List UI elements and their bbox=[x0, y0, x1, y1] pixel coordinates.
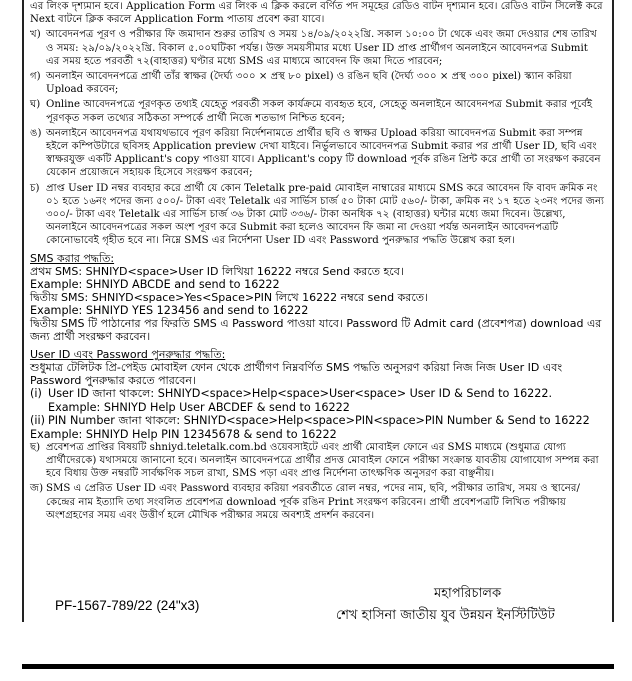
paragraph-gha bbox=[30, 98, 604, 124]
sms-example: Example: SHNIYD ABCDE and send to 16222 bbox=[30, 278, 280, 292]
paragraph-marker: ঘ) bbox=[30, 99, 41, 111]
paragraph-text: অনলাইন আবেদনপত্রে প্রার্থী তাঁর স্বাক্ষর (দৈর্ঘ্য ৩০০ × প্রস্থ ৮০ pixel) ও রঙিন ছবি (দৈর্ঘ্য ৩০০ × প্রস্থ ৩০০ pixel) স্ক্যান করিয়া Upload করবেন; bbox=[46, 71, 572, 96]
left-border bbox=[22, 0, 24, 622]
recovery-example: Example: SHNIYD Help PIN 12345678 & send to 16222 bbox=[30, 427, 337, 441]
paragraph-marker: গ) bbox=[30, 71, 41, 83]
paragraph-umo bbox=[30, 127, 604, 180]
right-border bbox=[612, 0, 614, 622]
paragraph-text: প্রাপ্ত User ID নম্বর ব্যবহার করে প্রার্থী যে কোন Teletalk pre-paid মোবাইল নাম্বারের মাধ্যমে SMS করে আবেদন ফি বাবদ ক্রমিক নং ০১ হতে ১৬নং পদের জন্য ৫০০/- টাকা এবং Teletalk এর সার্ভিস চার্জ ৫০ টাকা মোট ৫৬০/- টাকা, ক্রমিক নং ১৭ হতে ২৩নং পদের জন্য ৩০০/- টাকা এবং Teletalk এর সার্ভিস চার্জ ৩৬ টাকা মোট ৩৩৬/- টাকা অনধিক ৭২ (বাহাত্তর) ঘন্টার মধ্যে জমা দিবেন। উল্লেখ্য, অনলাইনে আবেদনপত্রের সকল অংশ পূরণ করে Submit করা হলেও আবেদন ফি জমা না দেওয়া পর্যন্ত অনলাইন আবেদনপত্রটি কোনোভাবেই গৃহীত হবে না। নিম্নে SMS এর নির্দেশনা User ID এবং Password পুনরুদ্ধার পদ্ধতি উল্লেখ করা হল। bbox=[46, 182, 605, 247]
reference-number: PF-1567-789/22 (24"x3) bbox=[55, 598, 200, 613]
sms-heading: SMS করার পদ্ধতি: bbox=[30, 251, 115, 265]
recovery-section bbox=[30, 348, 604, 441]
recovery-heading: User ID এবং Password পুনরুদ্ধার পদ্ধতি: bbox=[30, 347, 226, 361]
paragraph-text: SMS এ প্রেরিত User ID এবং Password ব্যবহার করিয়া পরবর্তীতে রোল নম্বর, পদের নাম, ছবি, পরীক্ষার তারিখ, সময় ও স্থানের/কেন্দ্রের নাম ইত্যাদি তথ্য সংবলিত প্রবেশপত্র download পূর্বক রঙিন Print সংরক্ষণ করিবেন। প্রার্থী প্রবেশপত্রটি লিখিত পরীক্ষায় অংশগ্রহণের সময় এবং উত্তীর্ণ হলে মৌখিক পরীক্ষার সময়ে অবশ্যই প্রদর্শন করবেন। bbox=[46, 483, 580, 521]
bottom-border bbox=[22, 664, 614, 669]
recovery-item bbox=[30, 387, 604, 414]
paragraph-chha bbox=[30, 441, 604, 481]
paragraph-text: এর লিংক দৃশ্যমান হবে। Application Form এর লিংক এ ক্লিক করলে বর্ণিত পদ সমূহের রেডিও বাটন দৃশ্যমান হবে। রেডিও বাটন সিলেক্ট করে Next বাটনে ক্লিক করলে Application Form পাতায় প্রবেশ করা যাবে। bbox=[30, 1, 603, 26]
paragraph-marker: ঙ) bbox=[30, 127, 42, 139]
recovery-item-marker: (ii) bbox=[30, 414, 45, 428]
paragraph-ja bbox=[30, 482, 604, 522]
paragraph-marker: জ) bbox=[30, 483, 44, 495]
sms-section bbox=[30, 252, 604, 344]
sms-example: Example: SHNIYD YES 123456 and send to 16222 bbox=[30, 304, 309, 318]
signatory-designation: মহাপরিচালক bbox=[434, 586, 502, 601]
signatory-organization: শেখ হাসিনা জাতীয় যুব উন্নয়ন ইনস্টিটিউট bbox=[336, 608, 555, 623]
paragraph-cha bbox=[30, 182, 604, 248]
recovery-item-text: User ID জানা থাকলে: SHNIYD<space>Help<space>User<space> User ID & Send to 16222. Example: SHNIYD Help User ABCDEF & send to 16222 bbox=[48, 387, 553, 414]
recovery-item bbox=[30, 414, 604, 428]
recovery-item-marker: (i) bbox=[30, 387, 42, 401]
sms-line: প্রথম SMS: SHNIYD<space>User ID লিখিয়া 16222 নম্বরে Send করতে হবে। bbox=[30, 264, 404, 278]
paragraph-text: প্রবেশপত্র প্রাপ্তির বিষয়টি shniyd.teletalk.com.bd ওয়েবসাইটে এবং প্রার্থী মোবাইল ফোনে এর SMS মাধ্যমে (শুধুমাত্র যোগ্য প্রার্থীদেরকে) যথাসময়ে জানানো হবে। অনলাইন আবেদনপত্রে প্রার্থীর প্রদত্ত মোবাইল ফোনে পরীক্ষা সংক্রান্ত যাবতীয় যোগাযোগ সম্পন্ন করা হবে বিধায় উক্ত নম্বরটি সার্বক্ষণিক সচল রাখা, SMS পড়া এবং প্রাপ্ত নির্দেশনা তাৎক্ষণিক অনুসরণ করা বাঞ্ছনীয়। bbox=[46, 441, 599, 480]
paragraph-marker: ছ) bbox=[30, 441, 41, 453]
sms-line: দ্বিতীয় SMS টি পাঠানোর পর ফিরতি SMS এ Password পাওয়া যাবে। Password টি Admit card (প্রবেশপত্র) download এর জন্য প্রার্থী সংরক্ষণ করবেন। bbox=[30, 317, 602, 344]
paragraph-text: আবেদনপত্র পূরণ ও পরীক্ষার ফি জমাদান শুরুর তারিখ ও সময় ১৪/০৯/২০২২খ্রি. সকাল ১০:০০ টা থেকে এবং জমা দেওয়ার শেষ তারিখ ও সময়: ২৯/০৯/২০২২খ্রি. বিকাল ৫.০০ঘটিকা পর্যন্ত। উক্ত সময়সীমার মধ্যে User ID প্রাপ্ত প্রার্থীগণ অনলাইনে আবেদনপত্র Submit এর সময় হতে পরবর্তী ৭২(বাহাত্তর) ঘণ্টার মধ্যে SMS এর মাধ্যমে আবেদন ফি জমা দিতে পারবেন; bbox=[46, 29, 597, 67]
paragraph-kha bbox=[30, 28, 604, 68]
recovery-item-text: PIN Number জানা থাকলে: SHNIYD<space>Help<space>PIN<space>PIN Number & Send to 16222 bbox=[48, 414, 590, 428]
paragraph-marker: চ) bbox=[30, 182, 40, 194]
paragraph-continued bbox=[30, 0, 604, 26]
paragraph-text: Online আবেদনপত্রে পূরণকৃত তথ্যই যেহেতু পরবর্তী সকল কার্যক্রমে ব্যবহৃত হবে, সেহেতু অনলাইনে আবেদনপত্র Submit করার পূর্বেই পূরণকৃত সকল তথ্যের সঠিকতা সম্পর্কে প্রার্থী নিজে শতভাগ নিশ্চিত হবেন; bbox=[46, 99, 593, 124]
document-body bbox=[30, 0, 604, 524]
paragraph-text: অনলাইনে আবেদনপত্র যথাযথভাবে পূরণ করিয়া নির্দেশনামতে প্রার্থীর ছবি ও স্বাক্ষর Upload করিয়া আবেদনপত্র Submit করা সম্পন্ন হইলে কম্পিউটারে ছবিসহ Application preview দেখা যাইবে। নির্ভুলভাবে আবেদনপত্র Submit করার পর প্রার্থী User ID, ছবি এবং স্বাক্ষরযুক্ত একটি Applicant's copy পাওয়া যাবে। Applicant's copy টি download পূর্বক রঙিন প্রিন্ট করে প্রার্থী তা সংরক্ষণ করবেন যেকোন প্রয়োজনে সহায়ক হিসেবে সংরক্ষণ করবেন; bbox=[46, 127, 601, 179]
paragraph-marker: খ) bbox=[30, 29, 41, 41]
paragraph-ga bbox=[30, 70, 604, 96]
recovery-intro: শুধুমাত্র টেলিটক প্রি-পেইড মোবাইল ফোন থেকে প্রার্থীগণ নিম্নবর্ণিত SMS পদ্ধতি অনুসরণ করিয়া নিজ নিজ User ID এবং Password পুনরুদ্ধার করতে পারবেন। bbox=[30, 360, 563, 388]
sms-line: দ্বিতীয় SMS: SHNIYD<space>Yes<Space>PIN লিখে 16222 নম্বরে send করতে। bbox=[30, 291, 428, 305]
